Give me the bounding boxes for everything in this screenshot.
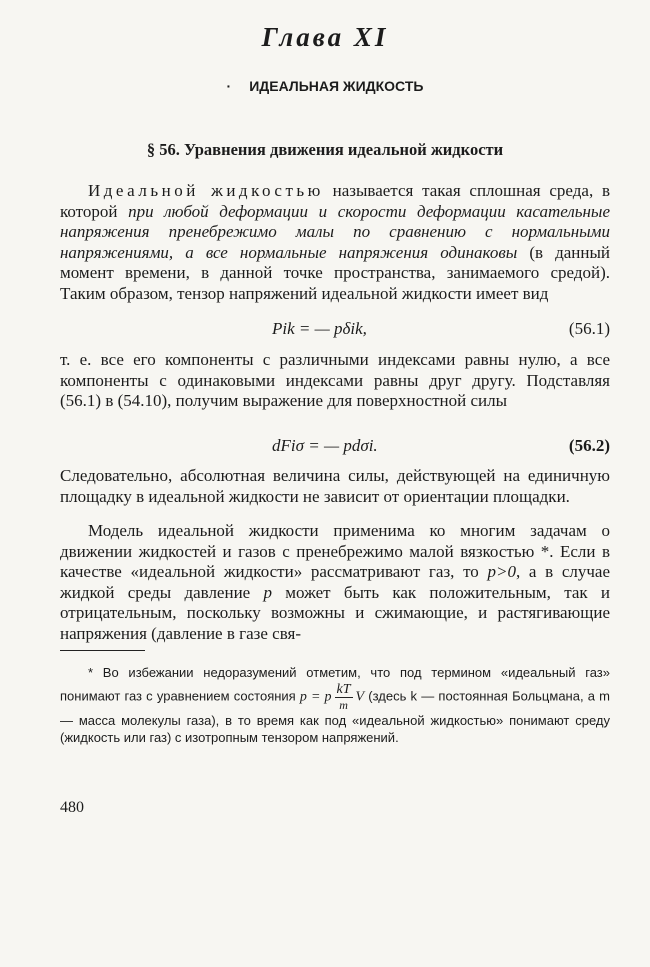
footnote-text: * Во избежании недоразумений отметим, что под термином «идеальный газ» понимают газ с уравнением состояния xyxy=(60,665,610,703)
math-inline: p>0 xyxy=(487,562,516,581)
formula-rhs: V xyxy=(355,688,365,704)
paragraph-text: (в данный момент времени, в данной точке пространства, занимаемого средой). Таким образом, тензор напряжений идеальной жидкости имеет вид xyxy=(60,242,610,303)
paragraph-text: называется такая сплошная среда, в которой xyxy=(60,181,611,221)
footnote xyxy=(60,664,610,747)
fraction-denominator: m xyxy=(339,697,348,712)
equation-56-2 xyxy=(60,434,610,458)
paragraph-text: , а в случае жидкой среды давление xyxy=(60,562,610,602)
equation-number: (56.1) xyxy=(568,319,610,338)
paragraph-components: т. е. все его компоненты с различными индексами равны нулю, а все компоненты с одинаковыми индексами равны друг другу. Подставляя (56.1) в (54.10), получим выражение для поверхностной силы xyxy=(60,350,610,410)
footnote-text: (здесь k — постоянная Больцмана, а m — масса молекулы газа), в то время как под «идеальной жидкостью» понимают среду (жидкость или газ) с изотропным тензором напряжений. xyxy=(60,687,611,745)
equation-formula: dFiσ = — pdσi. xyxy=(272,436,378,455)
bullet-dot: · xyxy=(226,78,232,94)
chapter-heading: Глава XI xyxy=(261,22,389,52)
footnote-divider xyxy=(60,650,145,651)
section-title: § 56. Уравнения движения идеальной жидкости xyxy=(146,140,504,159)
part-title xyxy=(0,78,650,94)
paragraph-text: Модель идеальной жидкости применима ко многим задачам о движении жидкостей и газов с пренебрежимо малой вязкостью *. Если в качестве «идеальной жидкости» рассматривают газ, то xyxy=(60,521,610,581)
fraction xyxy=(335,682,353,712)
paragraph-text: может быть как положительным, так и отрицательным, поскольку возможны и сжимающие, и растягивающие напряжения (давление в газе свя- xyxy=(60,582,610,643)
formula-lhs: p = p xyxy=(299,688,332,704)
paragraph-definition xyxy=(60,181,610,304)
part-title-text: ИДЕАЛЬНАЯ ЖИДКОСТЬ xyxy=(249,78,424,94)
equation-56-1 xyxy=(60,317,610,341)
equation-formula: Pik = — pδik, xyxy=(272,319,367,338)
math-inline: p xyxy=(263,582,272,602)
paragraph-consequence: Следовательно, абсолютная величина силы, действующей на единичную площадку в идеальной жидкости не зависит от ориентации площадки. xyxy=(60,466,610,506)
fraction-numerator: kT xyxy=(336,681,351,697)
spaced-term: Идеальной жидкостью xyxy=(88,181,324,200)
equation-number: (56.2) xyxy=(568,436,610,455)
italic-definition: при любой деформации и скорости деформации касательные напряжения пренебрежимо малы по сравнению с нормальными напряжениями, а все нормальные напряжения одинаковы xyxy=(60,201,610,262)
page-number: 480 xyxy=(60,799,84,816)
paragraph-model xyxy=(60,521,610,644)
